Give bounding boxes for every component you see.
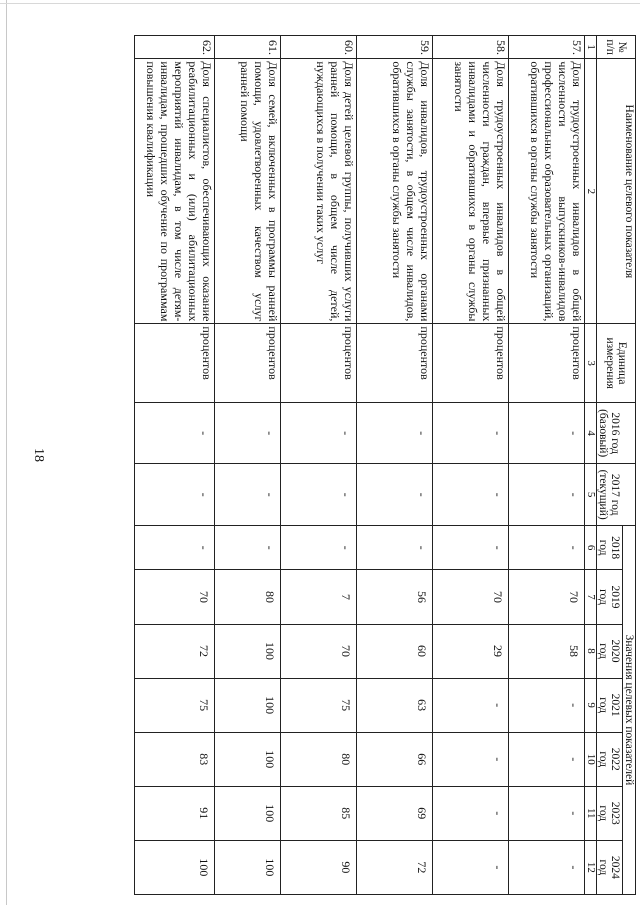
- indicator-unit: процентов: [433, 324, 509, 402]
- value-cell: 7: [281, 570, 357, 624]
- value-cell: 80: [215, 570, 281, 624]
- value-cell: -: [433, 464, 509, 526]
- row-number: 58.: [433, 36, 509, 59]
- page-number: 18: [31, 448, 46, 462]
- value-cell: 56: [357, 570, 433, 624]
- value-cell: -: [433, 678, 509, 732]
- value-cell: -: [135, 464, 215, 526]
- value-cell: 91: [135, 786, 215, 840]
- col-number: 8: [585, 624, 597, 678]
- indicator-name: Доля детей целевой группы, получивших услуги ранней помощи, в общем числе детей, нуждающихся в получении таких услуг: [281, 59, 357, 324]
- value-cell: 66: [357, 732, 433, 786]
- value-cell: 100: [215, 678, 281, 732]
- row-number: 57.: [509, 36, 585, 59]
- header-current-year: 2017 год (текущий): [597, 464, 636, 526]
- indicator-unit: процентов: [281, 324, 357, 402]
- header-year-2024: 2024 год: [597, 840, 623, 894]
- rotated-table-container: [132, 35, 636, 895]
- header-unit: Единица измерения: [597, 324, 636, 402]
- value-cell: 72: [135, 624, 215, 678]
- indicator-unit: процентов: [215, 324, 281, 402]
- col-number: 10: [585, 732, 597, 786]
- header-year-2019: 2019 год: [597, 570, 623, 624]
- value-cell: 70: [281, 624, 357, 678]
- value-cell: 90: [281, 840, 357, 894]
- value-cell: 75: [281, 678, 357, 732]
- header-num: № п/п: [597, 36, 636, 59]
- col-number: 2: [585, 59, 597, 324]
- value-cell: 58: [509, 624, 585, 678]
- col-number: 3: [585, 324, 597, 402]
- table-row: [135, 36, 215, 895]
- value-cell: -: [357, 525, 433, 570]
- value-cell: -: [509, 840, 585, 894]
- indicator-name: Доля специалистов, обеспечивающих оказание реабилитационных и (или) абилитационных мероприятий инвалидам, в том числе детям-инвалидам, прошедших обучение по программам повышения квалификации: [135, 59, 215, 324]
- value-cell: 100: [135, 840, 215, 894]
- header-base-year: 2016 год (базовый): [597, 402, 636, 464]
- value-cell: -: [509, 786, 585, 840]
- value-cell: 100: [215, 840, 281, 894]
- value-cell: -: [357, 464, 433, 526]
- value-cell: 83: [135, 732, 215, 786]
- row-number: 59.: [357, 36, 433, 59]
- value-cell: -: [135, 402, 215, 464]
- value-cell: -: [281, 402, 357, 464]
- target-indicators-table: [134, 35, 636, 895]
- indicator-name: Доля трудоустроенных инвалидов в общей численности граждан, впервые признанных инвалидами и обратившихся в органы службы занятости: [433, 59, 509, 324]
- row-number: 60.: [281, 36, 357, 59]
- col-number: 5: [585, 464, 597, 526]
- header-year-2020: 2020 год: [597, 624, 623, 678]
- value-cell: -: [215, 525, 281, 570]
- value-cell: -: [281, 464, 357, 526]
- scan-edge-left: [6, 0, 7, 905]
- value-cell: -: [433, 732, 509, 786]
- value-cell: 85: [281, 786, 357, 840]
- scan-edge-top: [0, 3, 640, 4]
- col-number: 7: [585, 570, 597, 624]
- value-cell: -: [433, 402, 509, 464]
- value-cell: -: [433, 840, 509, 894]
- value-cell: -: [509, 402, 585, 464]
- table-row: [281, 36, 357, 895]
- value-cell: -: [215, 464, 281, 526]
- value-cell: 63: [357, 678, 433, 732]
- value-cell: -: [509, 525, 585, 570]
- value-cell: -: [509, 464, 585, 526]
- col-number: 4: [585, 402, 597, 464]
- value-cell: 100: [215, 786, 281, 840]
- header-year-2018: 2018 год: [597, 525, 623, 570]
- table-row: [433, 36, 509, 895]
- value-cell: -: [509, 678, 585, 732]
- col-number: 11: [585, 786, 597, 840]
- value-cell: 100: [215, 732, 281, 786]
- value-cell: -: [433, 786, 509, 840]
- row-number: 61.: [215, 36, 281, 59]
- col-number: 6: [585, 525, 597, 570]
- col-number: 9: [585, 678, 597, 732]
- header-target-values: Значения целевых показателей: [623, 525, 636, 894]
- row-number: 62.: [135, 36, 215, 59]
- value-cell: 72: [357, 840, 433, 894]
- value-cell: 29: [433, 624, 509, 678]
- table-row: [509, 36, 585, 895]
- col-number: 1: [585, 36, 597, 59]
- value-cell: 75: [135, 678, 215, 732]
- indicator-unit: процентов: [357, 324, 433, 402]
- indicator-name: Доля семей, включенных в программы ранней помощи, удовлетворенных качеством услуг ранней помощи: [215, 59, 281, 324]
- value-cell: -: [281, 525, 357, 570]
- indicator-unit: процентов: [509, 324, 585, 402]
- table-row: [357, 36, 433, 895]
- value-cell: 80: [281, 732, 357, 786]
- header-year-2022: 2022 год: [597, 732, 623, 786]
- indicator-name: Доля трудоустроенных инвалидов в общей численности выпускников-инвалидов профессиональных образовательных организаций, обратившихся в органы службы занятости: [509, 59, 585, 324]
- value-cell: 70: [509, 570, 585, 624]
- col-number: 12: [585, 840, 597, 894]
- value-cell: 70: [433, 570, 509, 624]
- value-cell: 60: [357, 624, 433, 678]
- value-cell: -: [215, 402, 281, 464]
- value-cell: 100: [215, 624, 281, 678]
- header-year-2023: 2023 год: [597, 786, 623, 840]
- value-cell: 70: [135, 570, 215, 624]
- header-year-2021: 2021 год: [597, 678, 623, 732]
- indicator-name: Доля инвалидов, трудоустроенных органами службы занятости, в общем числе инвалидов, обратившихся в органы службы занятости: [357, 59, 433, 324]
- value-cell: -: [357, 402, 433, 464]
- header-name: Наименование целевого показателя: [597, 59, 636, 324]
- value-cell: -: [509, 732, 585, 786]
- table-row: [215, 36, 281, 895]
- value-cell: -: [135, 525, 215, 570]
- value-cell: -: [433, 525, 509, 570]
- indicator-unit: процентов: [135, 324, 215, 402]
- value-cell: 69: [357, 786, 433, 840]
